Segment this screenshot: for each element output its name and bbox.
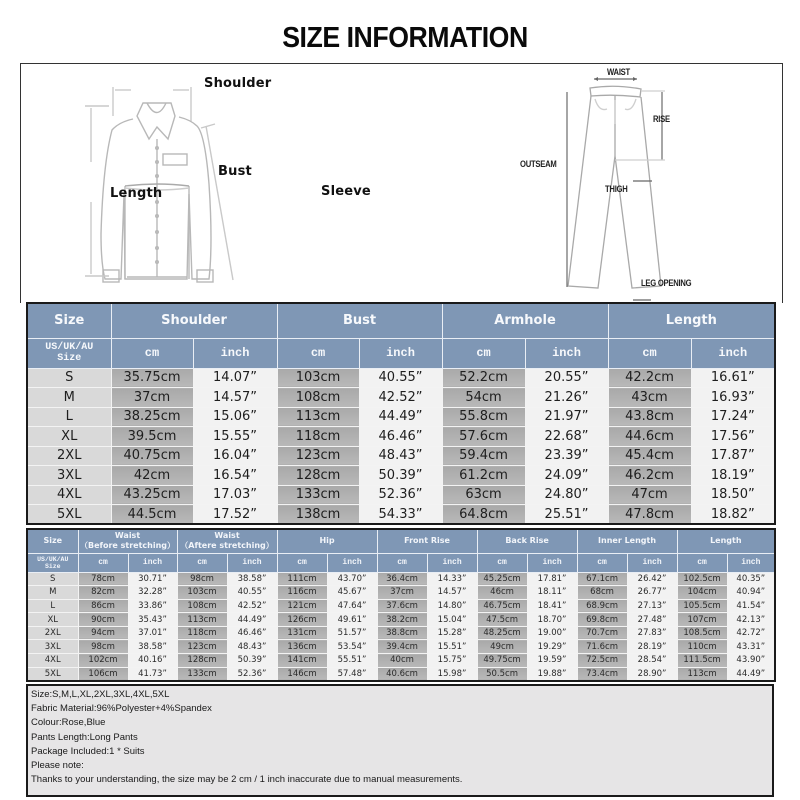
inch-value-cell: 19.29”: [527, 640, 577, 654]
table-row: [27, 572, 775, 586]
cm-value-cell: 123cm: [277, 446, 359, 466]
garment-illustrations: [21, 64, 784, 304]
shirt-illustration-icon: [85, 87, 233, 282]
inch-value-cell: 54.33”: [359, 505, 442, 525]
cm-value-cell: 103cm: [277, 368, 359, 388]
table-row: [27, 626, 775, 640]
unit-cm-header: cm: [442, 338, 525, 368]
size-cell: 4XL: [27, 654, 78, 668]
unit-inch-header: inch: [359, 338, 442, 368]
cm-value-cell: 141cm: [277, 654, 327, 668]
size-column-header: Size: [27, 303, 111, 338]
cm-value-cell: 46cm: [477, 586, 527, 600]
cm-value-cell: 49cm: [477, 640, 527, 654]
inch-value-cell: 16.04”: [193, 446, 277, 466]
table-row: [27, 654, 775, 668]
cm-value-cell: 111cm: [277, 572, 327, 586]
size-cell: XL: [27, 427, 111, 447]
inch-value-cell: 16.93”: [691, 388, 775, 408]
inch-value-cell: 37.01”: [128, 626, 177, 640]
cm-value-cell: 118cm: [277, 427, 359, 447]
cm-value-cell: 90cm: [78, 613, 128, 627]
inch-value-cell: 14.57”: [193, 388, 277, 408]
cm-value-cell: 46.2cm: [608, 466, 691, 486]
measurement-column-header: [477, 529, 577, 553]
unit-inch-header: inch: [527, 553, 577, 572]
info-package-included: Package Included:1 * Suits: [31, 745, 145, 757]
inch-value-cell: 52.36”: [227, 667, 277, 681]
unit-inch-header: inch: [727, 553, 775, 572]
page-title: SIZE INFORMATION: [282, 22, 528, 54]
inch-value-cell: 24.09”: [525, 466, 608, 486]
header-line: Waist: [114, 531, 141, 541]
cm-value-cell: 133cm: [177, 667, 227, 681]
cm-value-cell: 43cm: [608, 388, 691, 408]
cm-value-cell: 118cm: [177, 626, 227, 640]
cm-value-cell: 40cm: [377, 654, 427, 668]
inch-value-cell: 17.56”: [691, 427, 775, 447]
table-row: [27, 368, 775, 388]
table-row: [27, 640, 775, 654]
pants-size-table: [26, 528, 776, 682]
inch-value-cell: 44.49”: [227, 613, 277, 627]
cm-value-cell: 104cm: [677, 586, 727, 600]
inch-value-cell: 21.97”: [525, 407, 608, 427]
cm-value-cell: 64.8cm: [442, 505, 525, 525]
inch-value-cell: 15.28”: [427, 626, 477, 640]
inch-value-cell: 50.39”: [359, 466, 442, 486]
length-label: Length: [110, 186, 163, 201]
armhole-column-header: Armhole: [442, 303, 608, 338]
cm-value-cell: 39.4cm: [377, 640, 427, 654]
inch-value-cell: 14.07”: [193, 368, 277, 388]
unit-inch-header: inch: [525, 338, 608, 368]
cm-value-cell: 49.75cm: [477, 654, 527, 668]
inch-value-cell: 46.46”: [227, 626, 277, 640]
inch-value-cell: 17.24”: [691, 407, 775, 427]
inch-value-cell: 15.06”: [193, 407, 277, 427]
cm-value-cell: 102.5cm: [677, 572, 727, 586]
info-pants-length: Pants Length:Long Pants: [31, 731, 138, 743]
inch-value-cell: 42.52”: [359, 388, 442, 408]
inch-value-cell: 15.55”: [193, 427, 277, 447]
inch-value-cell: 44.49”: [727, 667, 775, 681]
measurement-column-header: [277, 529, 377, 553]
inch-value-cell: 55.51”: [327, 654, 377, 668]
inch-value-cell: 57.48”: [327, 667, 377, 681]
size-cell: 5XL: [27, 505, 111, 525]
inch-value-cell: 20.55”: [525, 368, 608, 388]
inch-value-cell: 41.54”: [727, 599, 775, 613]
table-row: [27, 446, 775, 466]
cm-value-cell: 40.6cm: [377, 667, 427, 681]
cm-value-cell: 55.8cm: [442, 407, 525, 427]
bust-label: Bust: [218, 164, 252, 179]
table-row: [27, 427, 775, 447]
inch-value-cell: 41.73”: [128, 667, 177, 681]
inch-value-cell: 42.13”: [727, 613, 775, 627]
inch-value-cell: 40.94”: [727, 586, 775, 600]
length-column-header: Length: [608, 303, 775, 338]
cm-value-cell: 38.25cm: [111, 407, 193, 427]
info-measurement-disclaimer: Thanks to your understanding, the size may be 2 cm / 1 inch inaccurate due to manual measurements.: [31, 774, 463, 786]
cm-value-cell: 71.6cm: [577, 640, 627, 654]
cm-value-cell: 113cm: [677, 667, 727, 681]
inch-value-cell: 22.68”: [525, 427, 608, 447]
cm-value-cell: 123cm: [177, 640, 227, 654]
unit-cm-header: cm: [377, 553, 427, 572]
inch-value-cell: 24.80”: [525, 485, 608, 505]
inch-value-cell: 43.90”: [727, 654, 775, 668]
cm-value-cell: 46.75cm: [477, 599, 527, 613]
outseam-label: OUTSEAM: [520, 159, 557, 169]
cm-value-cell: 108cm: [177, 599, 227, 613]
cm-value-cell: 36.4cm: [377, 572, 427, 586]
cm-value-cell: 106cm: [78, 667, 128, 681]
bust-column-header: Bust: [277, 303, 442, 338]
shoulder-column-header: Shoulder: [111, 303, 277, 338]
cm-value-cell: 52.2cm: [442, 368, 525, 388]
inch-value-cell: 43.31”: [727, 640, 775, 654]
info-size-list: Size:S,M,L,XL,2XL,3XL,4XL,5XL: [31, 689, 170, 700]
leg-opening-label: LEG OPENING: [641, 278, 692, 288]
measurement-column-header: [177, 529, 277, 553]
cm-value-cell: 40.75cm: [111, 446, 193, 466]
cm-value-cell: 103cm: [177, 586, 227, 600]
table-row: [27, 407, 775, 427]
size-cell: S: [27, 572, 78, 586]
unit-cm-header: cm: [677, 553, 727, 572]
cm-value-cell: 86cm: [78, 599, 128, 613]
rise-label: RISE: [653, 114, 670, 124]
cm-value-cell: 128cm: [177, 654, 227, 668]
cm-value-cell: 72.5cm: [577, 654, 627, 668]
waist-label: WAIST: [607, 67, 630, 77]
unit-cm-header: cm: [177, 553, 227, 572]
cm-value-cell: 73.4cm: [577, 667, 627, 681]
header-line: Inner Length: [598, 536, 657, 546]
unit-cm-header: cm: [111, 338, 193, 368]
inch-value-cell: 28.54”: [627, 654, 677, 668]
inch-value-cell: 47.64”: [327, 599, 377, 613]
inch-value-cell: 28.19”: [627, 640, 677, 654]
inch-value-cell: 42.52”: [227, 599, 277, 613]
unit-inch-header: inch: [128, 553, 177, 572]
cm-value-cell: 44.6cm: [608, 427, 691, 447]
inch-value-cell: 16.61”: [691, 368, 775, 388]
cm-value-cell: 47.8cm: [608, 505, 691, 525]
unit-inch-header: inch: [691, 338, 775, 368]
inch-value-cell: 43.70”: [327, 572, 377, 586]
cm-value-cell: 102cm: [78, 654, 128, 668]
product-info-box: [26, 684, 774, 797]
inch-value-cell: 17.52”: [193, 505, 277, 525]
inch-value-cell: 19.88”: [527, 667, 577, 681]
table-row: [27, 388, 775, 408]
us-uk-au-size-header: US/UK/AU Size: [27, 338, 111, 368]
cm-value-cell: 38.8cm: [377, 626, 427, 640]
unit-inch-header: inch: [627, 553, 677, 572]
header-line: Waist: [214, 531, 240, 541]
cm-value-cell: 98cm: [177, 572, 227, 586]
header-line: Length: [710, 536, 742, 546]
inch-value-cell: 40.55”: [359, 368, 442, 388]
cm-value-cell: 116cm: [277, 586, 327, 600]
cm-value-cell: 37cm: [111, 388, 193, 408]
cm-value-cell: 37.6cm: [377, 599, 427, 613]
inch-value-cell: 18.70”: [527, 613, 577, 627]
table-row: [27, 667, 775, 681]
table-row: [27, 599, 775, 613]
inch-value-cell: 27.48”: [627, 613, 677, 627]
cm-value-cell: 37cm: [377, 586, 427, 600]
cm-value-cell: 50.5cm: [477, 667, 527, 681]
sleeve-label: Sleeve: [321, 184, 371, 199]
inch-value-cell: 18.50”: [691, 485, 775, 505]
inch-value-cell: 23.39”: [525, 446, 608, 466]
inch-value-cell: 45.67”: [327, 586, 377, 600]
unit-cm-header: cm: [577, 553, 627, 572]
inch-value-cell: 16.54”: [193, 466, 277, 486]
unit-cm-header: cm: [608, 338, 691, 368]
unit-cm-header: cm: [277, 338, 359, 368]
inch-value-cell: 17.03”: [193, 485, 277, 505]
inch-value-cell: 17.87”: [691, 446, 775, 466]
inch-value-cell: 14.33”: [427, 572, 477, 586]
cm-value-cell: 68cm: [577, 586, 627, 600]
inch-value-cell: 18.11”: [527, 586, 577, 600]
inch-value-cell: 48.43”: [359, 446, 442, 466]
size-cell: 3XL: [27, 466, 111, 486]
cm-value-cell: 111.5cm: [677, 654, 727, 668]
cm-value-cell: 131cm: [277, 626, 327, 640]
size-cell: 2XL: [27, 446, 111, 466]
table-row: [27, 586, 775, 600]
size-cell: 3XL: [27, 640, 78, 654]
table-row: [27, 466, 775, 486]
inch-value-cell: 18.82”: [691, 505, 775, 525]
inch-value-cell: 44.49”: [359, 407, 442, 427]
inch-value-cell: 15.75”: [427, 654, 477, 668]
size-cell: L: [27, 407, 111, 427]
cm-value-cell: 70.7cm: [577, 626, 627, 640]
cm-value-cell: 98cm: [78, 640, 128, 654]
shoulder-label: Shoulder: [204, 76, 272, 91]
cm-value-cell: 48.25cm: [477, 626, 527, 640]
inch-value-cell: 51.57”: [327, 626, 377, 640]
cm-value-cell: 45.25cm: [477, 572, 527, 586]
inch-value-cell: 25.51”: [525, 505, 608, 525]
cm-value-cell: 146cm: [277, 667, 327, 681]
header-line: Front Rise: [404, 536, 450, 546]
size-cell: M: [27, 586, 78, 600]
inch-value-cell: 40.16”: [128, 654, 177, 668]
size-cell: 4XL: [27, 485, 111, 505]
cm-value-cell: 133cm: [277, 485, 359, 505]
inch-value-cell: 28.90”: [627, 667, 677, 681]
inch-value-cell: 18.19”: [691, 466, 775, 486]
inch-value-cell: 30.71”: [128, 572, 177, 586]
size-cell: 5XL: [27, 667, 78, 681]
size-cell: 2XL: [27, 626, 78, 640]
header-line: Hip: [319, 536, 335, 546]
cm-value-cell: 82cm: [78, 586, 128, 600]
cm-value-cell: 63cm: [442, 485, 525, 505]
diagram-panel: [20, 63, 783, 303]
cm-value-cell: 35.75cm: [111, 368, 193, 388]
measurement-column-header: [78, 529, 177, 553]
inch-value-cell: 18.41”: [527, 599, 577, 613]
cm-value-cell: 54cm: [442, 388, 525, 408]
unit-inch-header: inch: [227, 553, 277, 572]
cm-value-cell: 61.2cm: [442, 466, 525, 486]
cm-value-cell: 121cm: [277, 599, 327, 613]
header-line: Back Rise: [505, 536, 549, 546]
cm-value-cell: 128cm: [277, 466, 359, 486]
cm-value-cell: 94cm: [78, 626, 128, 640]
unit-cm-header: cm: [477, 553, 527, 572]
cm-value-cell: 59.4cm: [442, 446, 525, 466]
inch-value-cell: 27.13”: [627, 599, 677, 613]
inch-value-cell: 27.83”: [627, 626, 677, 640]
unit-inch-header: inch: [427, 553, 477, 572]
inch-value-cell: 19.00”: [527, 626, 577, 640]
cm-value-cell: 107cm: [677, 613, 727, 627]
inch-value-cell: 49.61”: [327, 613, 377, 627]
inch-value-cell: 15.04”: [427, 613, 477, 627]
inch-value-cell: 33.86”: [128, 599, 177, 613]
inch-value-cell: 52.36”: [359, 485, 442, 505]
cm-value-cell: 126cm: [277, 613, 327, 627]
unit-inch-header: inch: [193, 338, 277, 368]
unit-cm-header: cm: [78, 553, 128, 572]
cm-value-cell: 69.8cm: [577, 613, 627, 627]
cm-value-cell: 57.6cm: [442, 427, 525, 447]
table-row: [27, 613, 775, 627]
cm-value-cell: 43.25cm: [111, 485, 193, 505]
unit-inch-header: inch: [327, 553, 377, 572]
size-cell: M: [27, 388, 111, 408]
cm-value-cell: 44.5cm: [111, 505, 193, 525]
inch-value-cell: 21.26”: [525, 388, 608, 408]
cm-value-cell: 68.9cm: [577, 599, 627, 613]
table-row: [27, 485, 775, 505]
cm-value-cell: 78cm: [78, 572, 128, 586]
inch-value-cell: 14.80”: [427, 599, 477, 613]
inch-value-cell: 38.58”: [227, 572, 277, 586]
unit-cm-header: cm: [277, 553, 327, 572]
us-uk-au-size-header: US/UK/AU Size: [27, 553, 78, 572]
inch-value-cell: 19.59”: [527, 654, 577, 668]
cm-value-cell: 110cm: [677, 640, 727, 654]
thigh-label: THIGH: [605, 184, 628, 194]
cm-value-cell: 108cm: [277, 388, 359, 408]
cm-value-cell: 42.2cm: [608, 368, 691, 388]
inch-value-cell: 46.46”: [359, 427, 442, 447]
inch-value-cell: 26.42”: [627, 572, 677, 586]
cm-value-cell: 136cm: [277, 640, 327, 654]
cm-value-cell: 43.8cm: [608, 407, 691, 427]
cm-value-cell: 67.1cm: [577, 572, 627, 586]
measurement-column-header: [577, 529, 677, 553]
inch-value-cell: 17.81”: [527, 572, 577, 586]
inch-value-cell: 40.55”: [227, 586, 277, 600]
size-cell: L: [27, 599, 78, 613]
cm-value-cell: 47cm: [608, 485, 691, 505]
inch-value-cell: 53.54”: [327, 640, 377, 654]
cm-value-cell: 42cm: [111, 466, 193, 486]
inch-value-cell: 15.98”: [427, 667, 477, 681]
size-column-header: Size: [27, 529, 78, 553]
inch-value-cell: 35.43”: [128, 613, 177, 627]
inch-value-cell: 26.77”: [627, 586, 677, 600]
inch-value-cell: 15.51”: [427, 640, 477, 654]
info-colour: Colour:Rose,Blue: [31, 717, 106, 729]
info-fabric-material: Fabric Material:96%Polyester+4%Spandex: [31, 703, 212, 715]
header-subline: （Aftere stretching）: [180, 541, 274, 551]
table-row: [27, 505, 775, 525]
measurement-column-header: [677, 529, 775, 553]
size-cell: S: [27, 368, 111, 388]
cm-value-cell: 105.5cm: [677, 599, 727, 613]
inch-value-cell: 32.28”: [128, 586, 177, 600]
measurement-column-header: [377, 529, 477, 553]
inch-value-cell: 50.39”: [227, 654, 277, 668]
cm-value-cell: 113cm: [177, 613, 227, 627]
inch-value-cell: 40.35”: [727, 572, 775, 586]
cm-value-cell: 138cm: [277, 505, 359, 525]
inch-value-cell: 14.57”: [427, 586, 477, 600]
top-size-table: [26, 302, 776, 525]
inch-value-cell: 42.72”: [727, 626, 775, 640]
inch-value-cell: 48.43”: [227, 640, 277, 654]
inch-value-cell: 38.58”: [128, 640, 177, 654]
header-subline: （Before stretching）: [79, 541, 176, 551]
cm-value-cell: 47.5cm: [477, 613, 527, 627]
cm-value-cell: 113cm: [277, 407, 359, 427]
cm-value-cell: 45.4cm: [608, 446, 691, 466]
info-please-note: Please note:: [31, 759, 84, 771]
size-cell: XL: [27, 613, 78, 627]
cm-value-cell: 108.5cm: [677, 626, 727, 640]
cm-value-cell: 39.5cm: [111, 427, 193, 447]
cm-value-cell: 38.2cm: [377, 613, 427, 627]
